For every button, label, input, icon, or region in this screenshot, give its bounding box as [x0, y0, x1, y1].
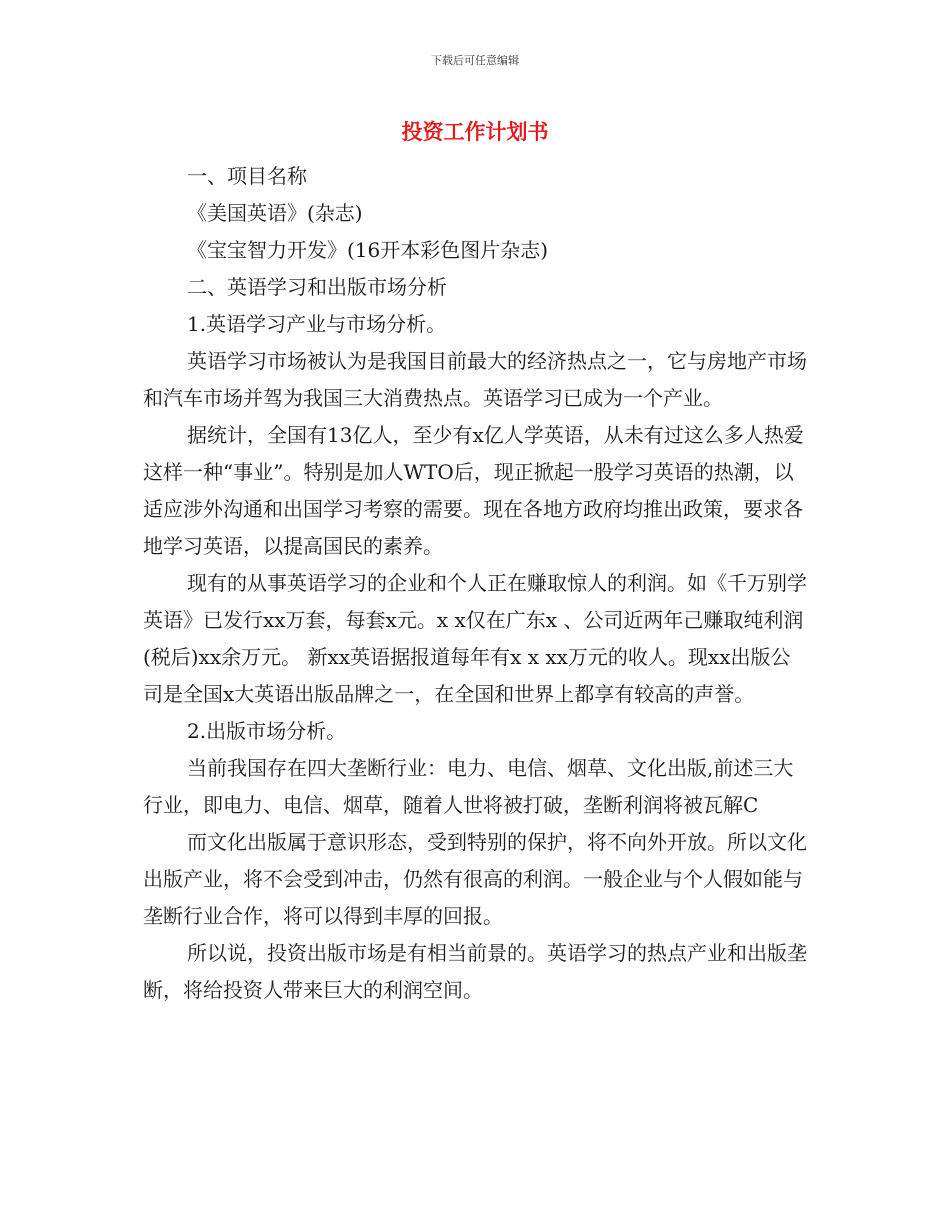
document-body [143, 158, 808, 1009]
document-title: 投资工作计划书 [401, 120, 549, 144]
paragraph: 所以说，投资出版市场是有相当前景的。英语学习的热点产业和出版垄断，将给投资人带来巨大的利润空间。 [143, 941, 807, 1002]
paragraph: 《美国英语》(杂志) [187, 201, 363, 225]
paragraph: 而文化出版属于意识形态，受到特别的保护，将不向外开放。所以文化出版产业，将不会受到冲击，仍然有很高的利润。一般企业与个人假如能与垄断行业合作，将可以得到丰厚的回报。 [143, 830, 807, 928]
paragraph: 《宝宝智力开发》(16开本彩色图片杂志) [187, 238, 549, 262]
paragraph: 英语学习市场被认为是我国目前最大的经济热点之一，它与房地产市场和汽车市场并驾为我国三大消费热点。英语学习已成为一个产业。 [143, 349, 807, 410]
paragraph: 一、项目名称 [187, 164, 307, 188]
paragraph: 据统计，全国有13亿人，至少有x亿人学英语，从未有过这么多人热爱这样一种“事业”。特别是加人WTO后，现正掀起一股学习英语的热潮，以适应涉外沟通和出国学习考察的需要。现在各地方政府均推出政策，要求各地学习英语，以提高国民的素养。 [143, 423, 804, 558]
paragraph: 当前我国存在四大垄断行业：电力、电信、烟草、文化出版,前述三大行业，即电力、电信、烟草，随着人世将被打破，垄断利润将被瓦解C [143, 756, 794, 817]
paragraph: 2.出版市场分析。 [187, 719, 347, 743]
paragraph: 二、英语学习和出版市场分析 [187, 275, 447, 299]
paragraph: 现有的从事英语学习的企业和个人正在赚取惊人的利润。如《千万别学英语》已发行xx万套，每套x元。x x仅在广东x 、公司近两年己赚取纯利润(税后)xx余万元。 新xx英语据报道每年有x x xx万元的收人。现xx出版公司是全国x大英语出版品牌之一，在全国和世界上都享有较高的声誉。 [143, 571, 807, 706]
paragraph: 1.英语学习产业与市场分析。 [187, 312, 447, 336]
page-header: 下载后可任意编辑 [431, 54, 519, 67]
